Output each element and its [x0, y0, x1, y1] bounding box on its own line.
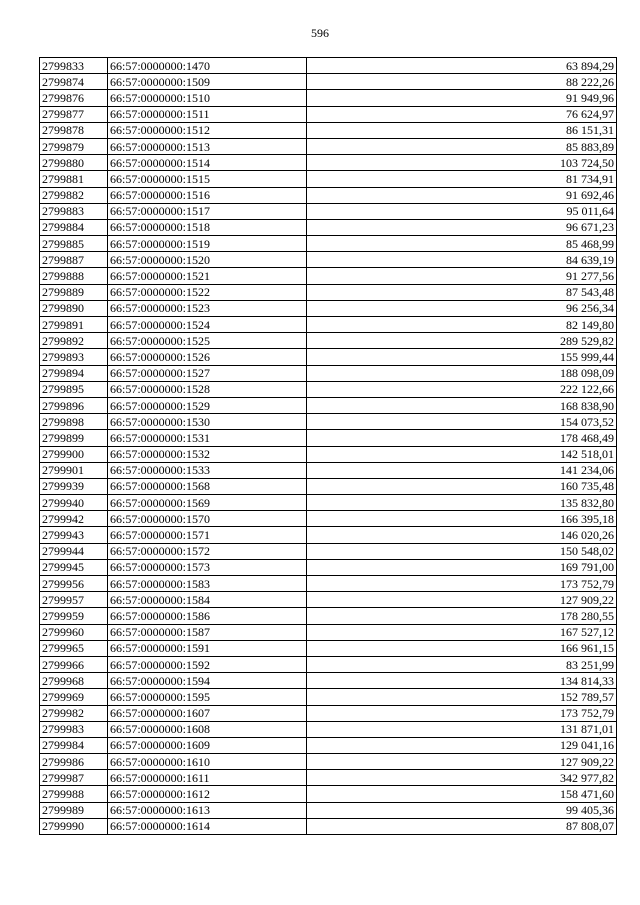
table-row: [40, 58, 617, 74]
cadastral-number-cell: 66:57:0000000:1511: [108, 106, 307, 122]
table-row: [40, 300, 617, 316]
row-id-cell: 2799896: [40, 397, 108, 413]
cadastral-number-cell: 66:57:0000000:1509: [108, 74, 307, 90]
value-cell: 81 734,91: [307, 171, 617, 187]
value-cell: 142 518,01: [307, 446, 617, 462]
value-cell: 141 234,06: [307, 462, 617, 478]
cadastral-number-cell: 66:57:0000000:1512: [108, 122, 307, 138]
table-row: [40, 770, 617, 786]
table-row: [40, 155, 617, 171]
cadastral-number-cell: 66:57:0000000:1470: [108, 58, 307, 74]
row-id-cell: 2799944: [40, 543, 108, 559]
row-id-cell: 2799891: [40, 317, 108, 333]
value-cell: 173 752,79: [307, 576, 617, 592]
value-cell: 166 395,18: [307, 511, 617, 527]
table-row: [40, 446, 617, 462]
value-cell: 86 151,31: [307, 122, 617, 138]
row-id-cell: 2799939: [40, 478, 108, 494]
row-id-cell: 2799956: [40, 576, 108, 592]
cadastral-number-cell: 66:57:0000000:1607: [108, 705, 307, 721]
value-cell: 222 122,66: [307, 381, 617, 397]
cadastral-number-cell: 66:57:0000000:1514: [108, 155, 307, 171]
row-id-cell: 2799894: [40, 365, 108, 381]
cadastral-number-cell: 66:57:0000000:1515: [108, 171, 307, 187]
value-cell: 83 251,99: [307, 656, 617, 672]
row-id-cell: 2799982: [40, 705, 108, 721]
cadastral-number-cell: 66:57:0000000:1614: [108, 818, 307, 834]
table-row: [40, 656, 617, 672]
row-id-cell: 2799880: [40, 155, 108, 171]
row-id-cell: 2799966: [40, 656, 108, 672]
cadastral-number-cell: 66:57:0000000:1568: [108, 478, 307, 494]
cadastral-number-cell: 66:57:0000000:1520: [108, 252, 307, 268]
table-row: [40, 138, 617, 154]
value-cell: 168 838,90: [307, 397, 617, 413]
value-cell: 158 471,60: [307, 786, 617, 802]
row-id-cell: 2799943: [40, 527, 108, 543]
value-cell: 289 529,82: [307, 333, 617, 349]
cadastral-number-cell: 66:57:0000000:1613: [108, 802, 307, 818]
value-cell: 87 808,07: [307, 818, 617, 834]
value-cell: 95 011,64: [307, 203, 617, 219]
cadastral-number-cell: 66:57:0000000:1591: [108, 640, 307, 656]
row-id-cell: 2799942: [40, 511, 108, 527]
value-cell: 135 832,80: [307, 495, 617, 511]
table-row: [40, 317, 617, 333]
row-id-cell: 2799959: [40, 608, 108, 624]
value-cell: 85 883,89: [307, 138, 617, 154]
table-row: [40, 640, 617, 656]
cadastral-number-cell: 66:57:0000000:1510: [108, 90, 307, 106]
row-id-cell: 2799940: [40, 495, 108, 511]
table-row: [40, 284, 617, 300]
value-cell: 127 909,22: [307, 592, 617, 608]
value-cell: 85 468,99: [307, 236, 617, 252]
table-row: [40, 689, 617, 705]
row-id-cell: 2799986: [40, 754, 108, 770]
value-cell: 91 949,96: [307, 90, 617, 106]
cadastral-number-cell: 66:57:0000000:1518: [108, 219, 307, 235]
value-cell: 169 791,00: [307, 559, 617, 575]
cadastral-number-cell: 66:57:0000000:1527: [108, 365, 307, 381]
table-row: [40, 268, 617, 284]
value-cell: 178 280,55: [307, 608, 617, 624]
row-id-cell: 2799988: [40, 786, 108, 802]
value-cell: 152 789,57: [307, 689, 617, 705]
value-cell: 134 814,33: [307, 673, 617, 689]
value-cell: 91 692,46: [307, 187, 617, 203]
cadastral-number-cell: 66:57:0000000:1594: [108, 673, 307, 689]
cadastral-number-cell: 66:57:0000000:1523: [108, 300, 307, 316]
row-id-cell: 2799882: [40, 187, 108, 203]
table-row: [40, 624, 617, 640]
value-cell: 82 149,80: [307, 317, 617, 333]
table-row: [40, 349, 617, 365]
table-row: [40, 171, 617, 187]
cadastral-number-cell: 66:57:0000000:1532: [108, 446, 307, 462]
value-cell: 76 624,97: [307, 106, 617, 122]
value-cell: 173 752,79: [307, 705, 617, 721]
table-row: [40, 90, 617, 106]
cadastral-number-cell: 66:57:0000000:1572: [108, 543, 307, 559]
value-cell: 178 468,49: [307, 430, 617, 446]
value-cell: 150 548,02: [307, 543, 617, 559]
cadastral-number-cell: 66:57:0000000:1519: [108, 236, 307, 252]
table-row: [40, 608, 617, 624]
cadastral-number-cell: 66:57:0000000:1592: [108, 656, 307, 672]
cadastral-number-cell: 66:57:0000000:1529: [108, 397, 307, 413]
table-row: [40, 462, 617, 478]
table-row: [40, 673, 617, 689]
cadastral-number-cell: 66:57:0000000:1525: [108, 333, 307, 349]
value-cell: 96 256,34: [307, 300, 617, 316]
table-row: [40, 333, 617, 349]
row-id-cell: 2799877: [40, 106, 108, 122]
row-id-cell: 2799968: [40, 673, 108, 689]
table-row: [40, 74, 617, 90]
row-id-cell: 2799885: [40, 236, 108, 252]
row-id-cell: 2799893: [40, 349, 108, 365]
cadastral-number-cell: 66:57:0000000:1587: [108, 624, 307, 640]
cadastral-number-cell: 66:57:0000000:1521: [108, 268, 307, 284]
value-cell: 84 639,19: [307, 252, 617, 268]
table-row: [40, 430, 617, 446]
table-row: [40, 754, 617, 770]
row-id-cell: 2799890: [40, 300, 108, 316]
cadastral-number-cell: 66:57:0000000:1612: [108, 786, 307, 802]
value-cell: 167 527,12: [307, 624, 617, 640]
table-row: [40, 705, 617, 721]
table-row: [40, 203, 617, 219]
table-row: [40, 511, 617, 527]
table-row: [40, 802, 617, 818]
row-id-cell: 2799987: [40, 770, 108, 786]
value-cell: 188 098,09: [307, 365, 617, 381]
registry-table: [39, 57, 617, 835]
table-row: [40, 365, 617, 381]
value-cell: 129 041,16: [307, 737, 617, 753]
row-id-cell: 2799892: [40, 333, 108, 349]
cadastral-number-cell: 66:57:0000000:1573: [108, 559, 307, 575]
row-id-cell: 2799883: [40, 203, 108, 219]
row-id-cell: 2799965: [40, 640, 108, 656]
value-cell: 146 020,26: [307, 527, 617, 543]
value-cell: 99 405,36: [307, 802, 617, 818]
row-id-cell: 2799887: [40, 252, 108, 268]
row-id-cell: 2799899: [40, 430, 108, 446]
table-row: [40, 478, 617, 494]
cadastral-number-cell: 66:57:0000000:1530: [108, 414, 307, 430]
table-row: [40, 414, 617, 430]
cadastral-number-cell: 66:57:0000000:1595: [108, 689, 307, 705]
row-id-cell: 2799884: [40, 219, 108, 235]
row-id-cell: 2799990: [40, 818, 108, 834]
value-cell: 87 543,48: [307, 284, 617, 300]
row-id-cell: 2799984: [40, 737, 108, 753]
table-row: [40, 252, 617, 268]
value-cell: 63 894,29: [307, 58, 617, 74]
value-cell: 103 724,50: [307, 155, 617, 171]
row-id-cell: 2799881: [40, 171, 108, 187]
table-row: [40, 187, 617, 203]
table-row: [40, 559, 617, 575]
cadastral-number-cell: 66:57:0000000:1610: [108, 754, 307, 770]
value-cell: 166 961,15: [307, 640, 617, 656]
cadastral-number-cell: 66:57:0000000:1570: [108, 511, 307, 527]
registry-table-body: [40, 58, 617, 835]
table-row: [40, 219, 617, 235]
cadastral-number-cell: 66:57:0000000:1571: [108, 527, 307, 543]
table-row: [40, 576, 617, 592]
table-row: [40, 786, 617, 802]
cadastral-number-cell: 66:57:0000000:1609: [108, 737, 307, 753]
value-cell: 88 222,26: [307, 74, 617, 90]
value-cell: 160 735,48: [307, 478, 617, 494]
row-id-cell: 2799876: [40, 90, 108, 106]
table-row: [40, 527, 617, 543]
row-id-cell: 2799898: [40, 414, 108, 430]
table-row: [40, 495, 617, 511]
row-id-cell: 2799879: [40, 138, 108, 154]
cadastral-number-cell: 66:57:0000000:1583: [108, 576, 307, 592]
table-row: [40, 737, 617, 753]
table-row: [40, 543, 617, 559]
row-id-cell: 2799888: [40, 268, 108, 284]
cadastral-number-cell: 66:57:0000000:1569: [108, 495, 307, 511]
page-number: 596: [311, 26, 329, 40]
row-id-cell: 2799895: [40, 381, 108, 397]
table-row: [40, 721, 617, 737]
row-id-cell: 2799833: [40, 58, 108, 74]
row-id-cell: 2799889: [40, 284, 108, 300]
cadastral-number-cell: 66:57:0000000:1608: [108, 721, 307, 737]
row-id-cell: 2799960: [40, 624, 108, 640]
table-row: [40, 397, 617, 413]
cadastral-number-cell: 66:57:0000000:1524: [108, 317, 307, 333]
row-id-cell: 2799874: [40, 74, 108, 90]
table-row: [40, 818, 617, 834]
value-cell: 131 871,01: [307, 721, 617, 737]
cadastral-number-cell: 66:57:0000000:1517: [108, 203, 307, 219]
table-row: [40, 106, 617, 122]
cadastral-number-cell: 66:57:0000000:1586: [108, 608, 307, 624]
cadastral-number-cell: 66:57:0000000:1611: [108, 770, 307, 786]
cadastral-number-cell: 66:57:0000000:1516: [108, 187, 307, 203]
table-row: [40, 381, 617, 397]
value-cell: 342 977,82: [307, 770, 617, 786]
value-cell: 155 999,44: [307, 349, 617, 365]
row-id-cell: 2799945: [40, 559, 108, 575]
row-id-cell: 2799878: [40, 122, 108, 138]
row-id-cell: 2799989: [40, 802, 108, 818]
cadastral-number-cell: 66:57:0000000:1584: [108, 592, 307, 608]
cadastral-number-cell: 66:57:0000000:1526: [108, 349, 307, 365]
table-row: [40, 236, 617, 252]
row-id-cell: 2799901: [40, 462, 108, 478]
row-id-cell: 2799969: [40, 689, 108, 705]
row-id-cell: 2799957: [40, 592, 108, 608]
value-cell: 91 277,56: [307, 268, 617, 284]
table-row: [40, 592, 617, 608]
row-id-cell: 2799900: [40, 446, 108, 462]
cadastral-number-cell: 66:57:0000000:1528: [108, 381, 307, 397]
value-cell: 127 909,22: [307, 754, 617, 770]
cadastral-number-cell: 66:57:0000000:1513: [108, 138, 307, 154]
row-id-cell: 2799983: [40, 721, 108, 737]
cadastral-number-cell: 66:57:0000000:1531: [108, 430, 307, 446]
value-cell: 154 073,52: [307, 414, 617, 430]
cadastral-number-cell: 66:57:0000000:1522: [108, 284, 307, 300]
table-row: [40, 122, 617, 138]
cadastral-number-cell: 66:57:0000000:1533: [108, 462, 307, 478]
value-cell: 96 671,23: [307, 219, 617, 235]
